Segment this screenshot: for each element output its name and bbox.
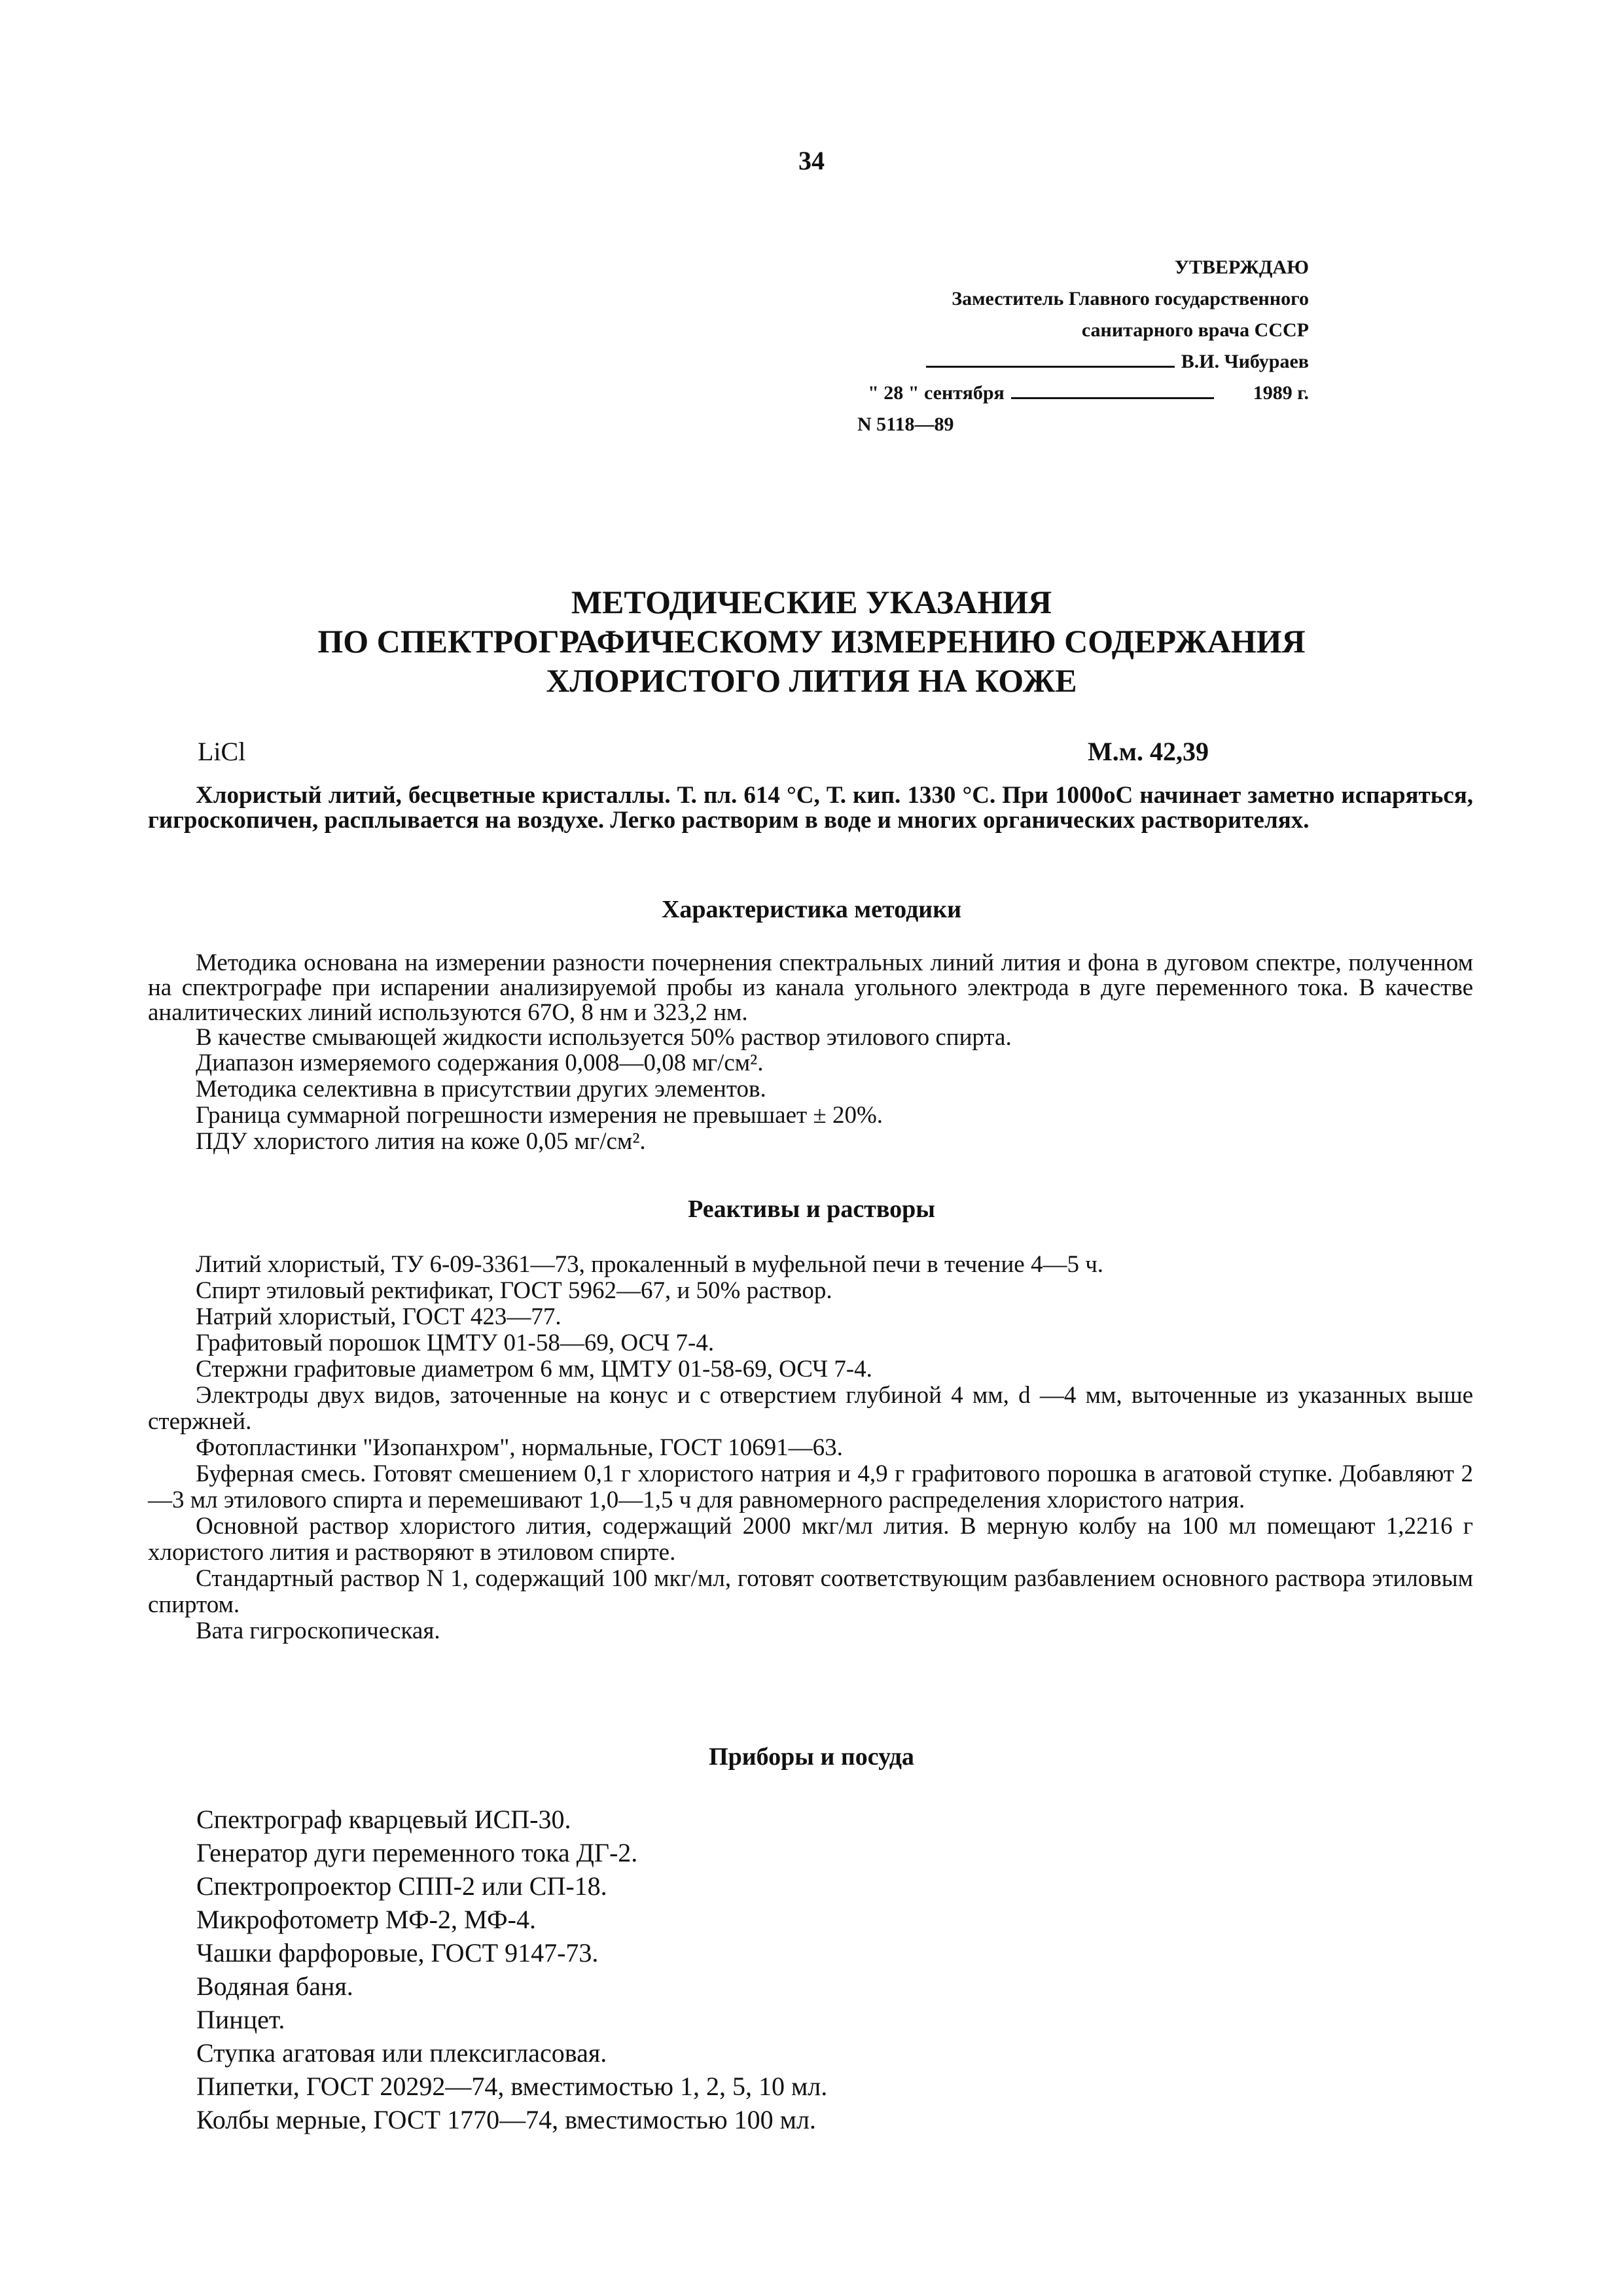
signature-line [926,349,1175,368]
method-heading: Характеристика методики [661,896,961,923]
reagent-item: Основной раствор хлористого лития, содержащий 2000 мкг/мл лития. В мерную колбу на 100 мл помещают 1,2216 г хлористого лития и растворяют в этиловом спирте. [148,1513,1473,1566]
approval-date-year: 1989 г. [1253,382,1309,404]
chemical-formula: LiCl [198,737,246,766]
approval-date-row [851,378,1309,409]
date-line [1011,380,1214,399]
reagent-item: Вата гигроскопическая. [196,1617,440,1644]
reagent-item: Фотопластинки "Изопанхром", нормальные, ГОСТ 10691—63. [196,1434,843,1461]
approval-date-day: " 28 " сентября [868,382,1005,404]
device-item: Микрофотометр МФ-2, МФ-4. [196,1905,536,1934]
devices-heading: Приборы и посуда [709,1743,914,1771]
description-paragraph: Хлористый литий, бесцветные кристаллы. Т. пл. 614 °С, Т. кип. 1330 °С. При 1000оС начинает заметно испаряться, гигроскопичен, расплывается на воздухе. Легко растворим в воде и многих органических растворителях. [148,782,1473,834]
reagent-item: Литий хлористый, ТУ 6-09-3361—73, прокаленный в муфельной печи в течение 4—5 ч. [196,1251,1104,1278]
device-item: Генератор дуги переменного тока ДГ-2. [196,1838,638,1867]
device-item: Пипетки, ГОСТ 20292—74, вместимостью 1, 2, 5, 10 мл. [196,2072,828,2101]
approval-number: N 5118—89 [857,414,954,435]
reagents-section [148,1252,1473,1644]
title-line-1: МЕТОДИЧЕСКИЕ УКАЗАНИЯ [571,584,1052,620]
document-title [0,582,1623,700]
method-paragraph-1: Методика основана на измерении разности почернения спектральных линий лития и фона в дуговом спектре, полученном на спектрографе при испарении анализируемой пробы из канала угольного электрода в дуге переменного тока. В качестве аналитических линий используются 67О, 8 нм и 323,2 нм. [148,949,1473,1026]
reagent-item: Спирт этиловый ректификат, ГОСТ 5962—67, и 50% раствор. [196,1277,832,1304]
device-item: Спектрограф кварцевый ИСП-30. [196,1805,571,1834]
reagent-item: Натрий хлористый, ГОСТ 423—77. [196,1303,562,1330]
approval-name: В.И. Чибураев [1181,351,1309,372]
reagent-item: Стержни графитовые диаметром 6 мм, ЦМТУ 01-58-69, ОСЧ 7-4. [196,1356,872,1383]
reagents-heading: Реактивы и растворы [688,1195,935,1223]
method-range: Диапазон измеряемого содержания 0,008—0,08 мг/см². [196,1050,764,1076]
device-item: Колбы мерные, ГОСТ 1770—74, вместимостью 100 мл. [196,2105,816,2134]
device-item: Ступка агатовая или плексигласовая. [196,2038,607,2068]
molar-mass: М.м. 42,39 [1088,737,1209,766]
page-number: 34 [798,146,825,175]
reagent-item: Буферная смесь. Готовят смешением 0,1 г хлористого натрия и 4,9 г графитового порошка в агатовой ступке. Добавляют 2—3 мл этилового спирта и перемешивают 1,0—1,5 ч для равномерного распределения хлористого натрия. [148,1460,1473,1513]
reagent-item: Стандартный раствор N 1, содержащий 100 мкг/мл, готовят соответствующим разбавлением основного раствора этиловым спиртом. [148,1565,1473,1618]
reagent-item: Электроды двух видов, заточенные на конус и с отверстием глубиной 4 мм, d —4 мм, выточенные из указанных выше стержней. [148,1382,1473,1435]
approval-position-line1: Заместитель Главного государственного [952,288,1309,309]
method-error: Граница суммарной погрешности измерения не превышает ± 20%. [196,1102,883,1129]
approval-title: УТВЕРЖДАЮ [1174,256,1309,278]
title-line-2: ПО СПЕКТРОГРАФИЧЕСКОМУ ИЗМЕРЕНИЮ СОДЕРЖАНИЯ [317,623,1306,660]
approval-signature-row [851,346,1309,378]
substance-description [148,783,1473,833]
method-section [148,951,1473,1155]
device-item: Спектропроектор СПП-2 или СП-18. [196,1871,607,1901]
method-limit: ПДУ хлористого лития на коже 0,05 мг/см². [196,1128,646,1155]
device-item: Пинцет. [196,2005,285,2034]
title-line-3: ХЛОРИСТОГО ЛИТИЯ НА КОЖЕ [546,662,1077,699]
reagent-item: Графитовый порошок ЦМТУ 01-58—69, ОСЧ 7-4. [196,1330,715,1356]
approval-position-line2: санитарного врача СССР [1081,319,1309,341]
method-selectivity: Методика селективна в присутствии других элементов. [196,1076,766,1103]
device-item: Чашки фарфоровые, ГОСТ 9147-73. [196,1938,599,1968]
devices-list [196,1803,1374,2136]
method-paragraph-2: В качестве смывающей жидкости используется 50% раствор этилового спирта. [196,1024,1012,1051]
device-item: Водяная баня. [196,1971,353,2001]
approval-block [851,252,1309,440]
